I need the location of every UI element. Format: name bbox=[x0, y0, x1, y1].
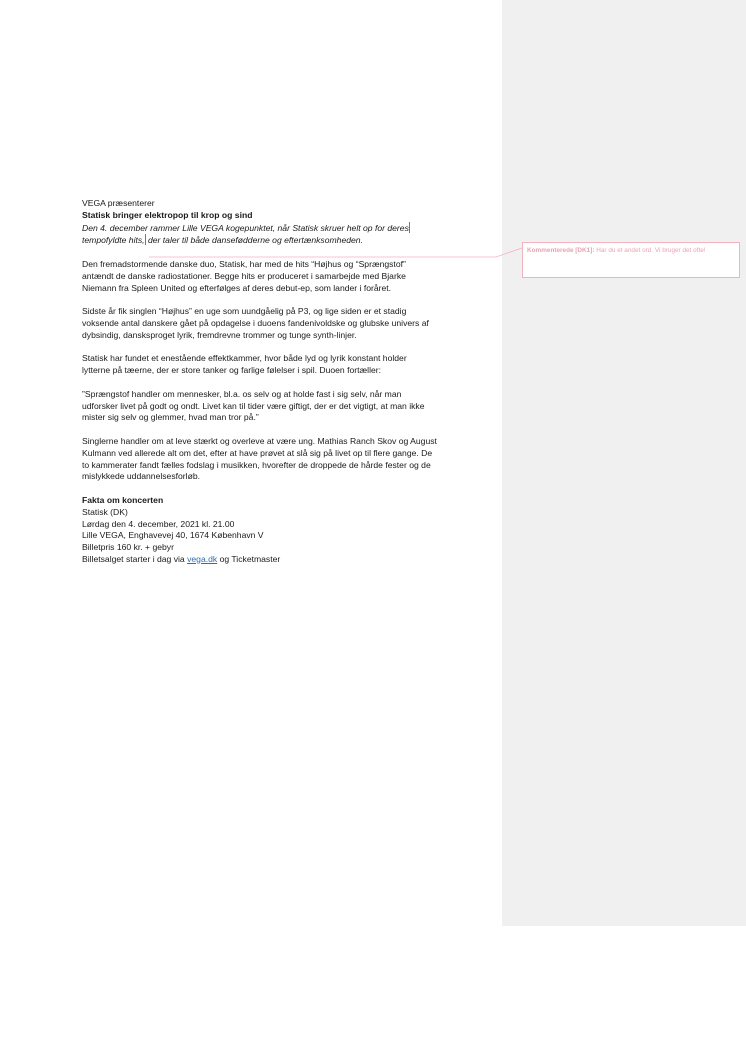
quote-line: udforsker livet på godt og ondt. Livet kan til tider være giftigt, der er det vigtigt, at man ikke bbox=[82, 400, 425, 411]
subheadline bbox=[82, 222, 502, 248]
paragraph-line: voksende antal danskere gået på opdagelse i duoens fandenivoldske og glubske univers af bbox=[82, 317, 429, 328]
commented-text[interactable]: tempofyldte hits, bbox=[82, 235, 145, 246]
vega-link[interactable]: vega.dk bbox=[187, 553, 218, 564]
quote-line: mister sig selv og glemmer, hvad man tror på.” bbox=[82, 412, 259, 423]
comment-author: Kommenterede [DK1]: bbox=[527, 247, 595, 254]
paragraph-line: lytterne på tæerne, der er store tanker og farlige følelser i spil. Duoen fortæller: bbox=[82, 365, 382, 376]
comment-balloon[interactable] bbox=[522, 242, 740, 278]
fakta-line: Lille VEGA, Enghavevej 40, 1674 København V bbox=[82, 530, 264, 541]
quote-line: ”Sprængstof handler om mennesker, bl.a. os selv og at holde fast i sig selv, når man bbox=[82, 388, 402, 399]
paragraph-line: Sidste år fik singlen “Højhus” en uge som uundgåelig på P3, og lige siden er et stadig bbox=[82, 306, 407, 317]
paragraph-1 bbox=[82, 259, 502, 294]
fakta-line: Statisk (DK) bbox=[82, 506, 128, 517]
paragraph-3 bbox=[82, 353, 502, 377]
comment-pane bbox=[502, 0, 746, 926]
quote bbox=[82, 389, 502, 424]
fakta-section bbox=[82, 495, 502, 566]
ticket-line bbox=[82, 554, 502, 566]
intro-label: VEGA præsenterer bbox=[82, 198, 155, 208]
headline: Statisk bringer elektropop til krop og sind bbox=[82, 209, 253, 220]
paragraph-line: Niemann fra Spleen United og efterfølges af deres debut-ep, som lander i foråret. bbox=[82, 282, 392, 293]
paragraph-line: dybsindig, dansksproget lyrik, fremdrevne trommer og tunge synth-linjer. bbox=[82, 329, 357, 340]
paragraph-line: Statisk har fundet et enestående effektkammer, hvor både lyd og lyrik konstant holder bbox=[82, 353, 407, 364]
fakta-heading: Fakta om koncerten bbox=[82, 494, 164, 505]
paragraph-2 bbox=[82, 306, 502, 341]
paragraph-line: to kammerater fandt fælles fodslag i musikken, hvorefter de droppede de hårde fester og de bbox=[82, 459, 431, 470]
subheadline-part2b: der taler til både dansefødderne og eftertænksomheden. bbox=[145, 235, 363, 246]
comment-anchor-start bbox=[409, 222, 410, 233]
document-body[interactable] bbox=[82, 198, 502, 566]
comment-text: Har du et andet ord. Vi bruger det ofte! bbox=[594, 247, 706, 254]
paragraph-line: Kulmann ved allerede alt om det, efter at have prøvet at slå sig på livet op til flere gange. De bbox=[82, 447, 433, 458]
paragraph-line: antændt de danske radiostationer. Begge hits er produceret i samarbejde med Bjarke bbox=[82, 270, 406, 281]
paragraph-line: Den fremadstormende danske duo, Statisk, har med de hits “Højhus og “Sprængstof” bbox=[82, 258, 406, 269]
fakta-line: Billetpris 160 kr. + gebyr bbox=[82, 542, 174, 553]
paragraph-line: mislykkede uddannelsesforløb. bbox=[82, 471, 200, 482]
ticket-prefix: Billetsalget starter i dag via bbox=[82, 553, 188, 564]
paragraph-line: Singlerne handler om at leve stærkt og overleve at være ung. Mathias Ranch Skov og August bbox=[82, 435, 437, 446]
fakta-line: Lørdag den 4. december, 2021 kl. 21.00 bbox=[82, 518, 235, 529]
subheadline-part1: Den 4. december rammer Lille VEGA kogepunktet, når Statisk skruer helt op for deres bbox=[82, 222, 409, 233]
ticket-suffix: og Ticketmaster bbox=[217, 553, 281, 564]
paragraph-4 bbox=[82, 436, 502, 483]
